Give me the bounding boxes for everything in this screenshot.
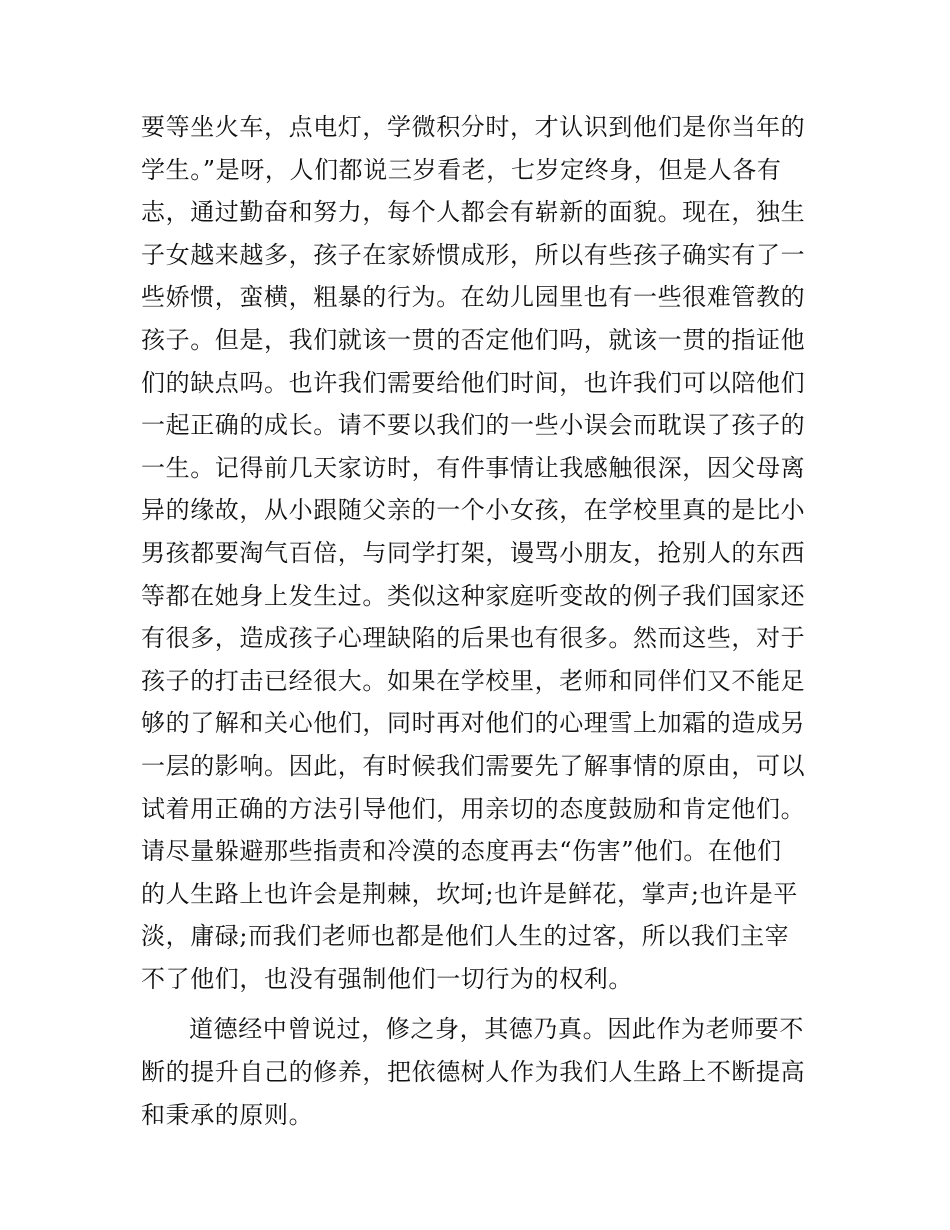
text-line: 请尽量躲避那些指责和冷漠的态度再去“伤害”他们。在他们 <box>141 837 782 866</box>
text-line: 有很多，造成孩子心理缺陷的后果也有很多。然而这些，对于 <box>141 624 806 653</box>
text-line: 一生。记得前几天家访时，有件事情让我感触很深，因父母离 <box>141 453 806 482</box>
text-line: 的人生路上也许会是荆棘，坎坷;也许是鲜花，掌声;也许是平 <box>141 879 798 908</box>
text-line: 学生。”是呀，人们都说三岁看老，七岁定终身，但是人各有 <box>141 155 782 184</box>
text-line: 试着用正确的方法引导他们，用亲切的态度鼓励和肯定他们。 <box>141 794 806 823</box>
text-line: 些娇惯，蛮横，粗暴的行为。在幼儿园里也有一些很难管教的 <box>141 283 806 312</box>
text-line: 孩子。但是，我们就该一贯的否定他们吗，就该一贯的指证他 <box>141 325 806 354</box>
text-line: 淡，庸碌;而我们老师也都是他们人生的过客，所以我们主宰 <box>141 922 790 951</box>
text-line: 一层的影响。因此，有时候我们需要先了解事情的原由，可以 <box>141 751 806 780</box>
text-line: 等都在她身上发生过。类似这种家庭听变故的例子我们国家还 <box>141 581 806 610</box>
text-line: 够的了解和关心他们，同时再对他们的心理雪上加霜的造成另 <box>141 709 806 738</box>
text-line: 不了他们，也没有强制他们一切行为的权利。 <box>141 964 633 993</box>
document-body <box>141 106 816 1136</box>
text-line: 一起正确的成长。请不要以我们的一些小误会而耽误了孩子的 <box>141 411 806 440</box>
text-line: 要等坐火车，点电灯，学微积分时，才认识到他们是你当年的 <box>141 113 806 141</box>
text-line: 异的缘故，从小跟随父亲的一个小女孩，在学校里真的是比小 <box>141 496 806 525</box>
text-line: 和秉承的原则。 <box>141 1100 314 1129</box>
text-line: 子女越来越多，孩子在家娇惯成形，所以有些孩子确实有了一 <box>141 240 806 269</box>
paragraph-2 <box>141 1008 816 1136</box>
text-line: 断的提升自己的修养，把依德树人作为我们人生路上不断提高 <box>141 1058 806 1087</box>
text-line: 孩子的打击已经很大。如果在学校里，老师和同伴们又不能足 <box>141 666 806 695</box>
paragraph-gap <box>141 1000 816 1008</box>
text-line: 男孩都要淘气百倍，与同学打架，谩骂小朋友，抢别人的东西 <box>141 538 806 567</box>
text-line: 们的缺点吗。也许我们需要给他们时间，也许我们可以陪他们 <box>141 368 806 397</box>
text-line: 志，通过勤奋和努力，每个人都会有崭新的面貌。现在，独生 <box>141 198 806 227</box>
text-line: 道德经中曾说过，修之身，其德乃真。因此作为老师要不 <box>189 1015 804 1044</box>
paragraph-1 <box>141 106 816 1000</box>
